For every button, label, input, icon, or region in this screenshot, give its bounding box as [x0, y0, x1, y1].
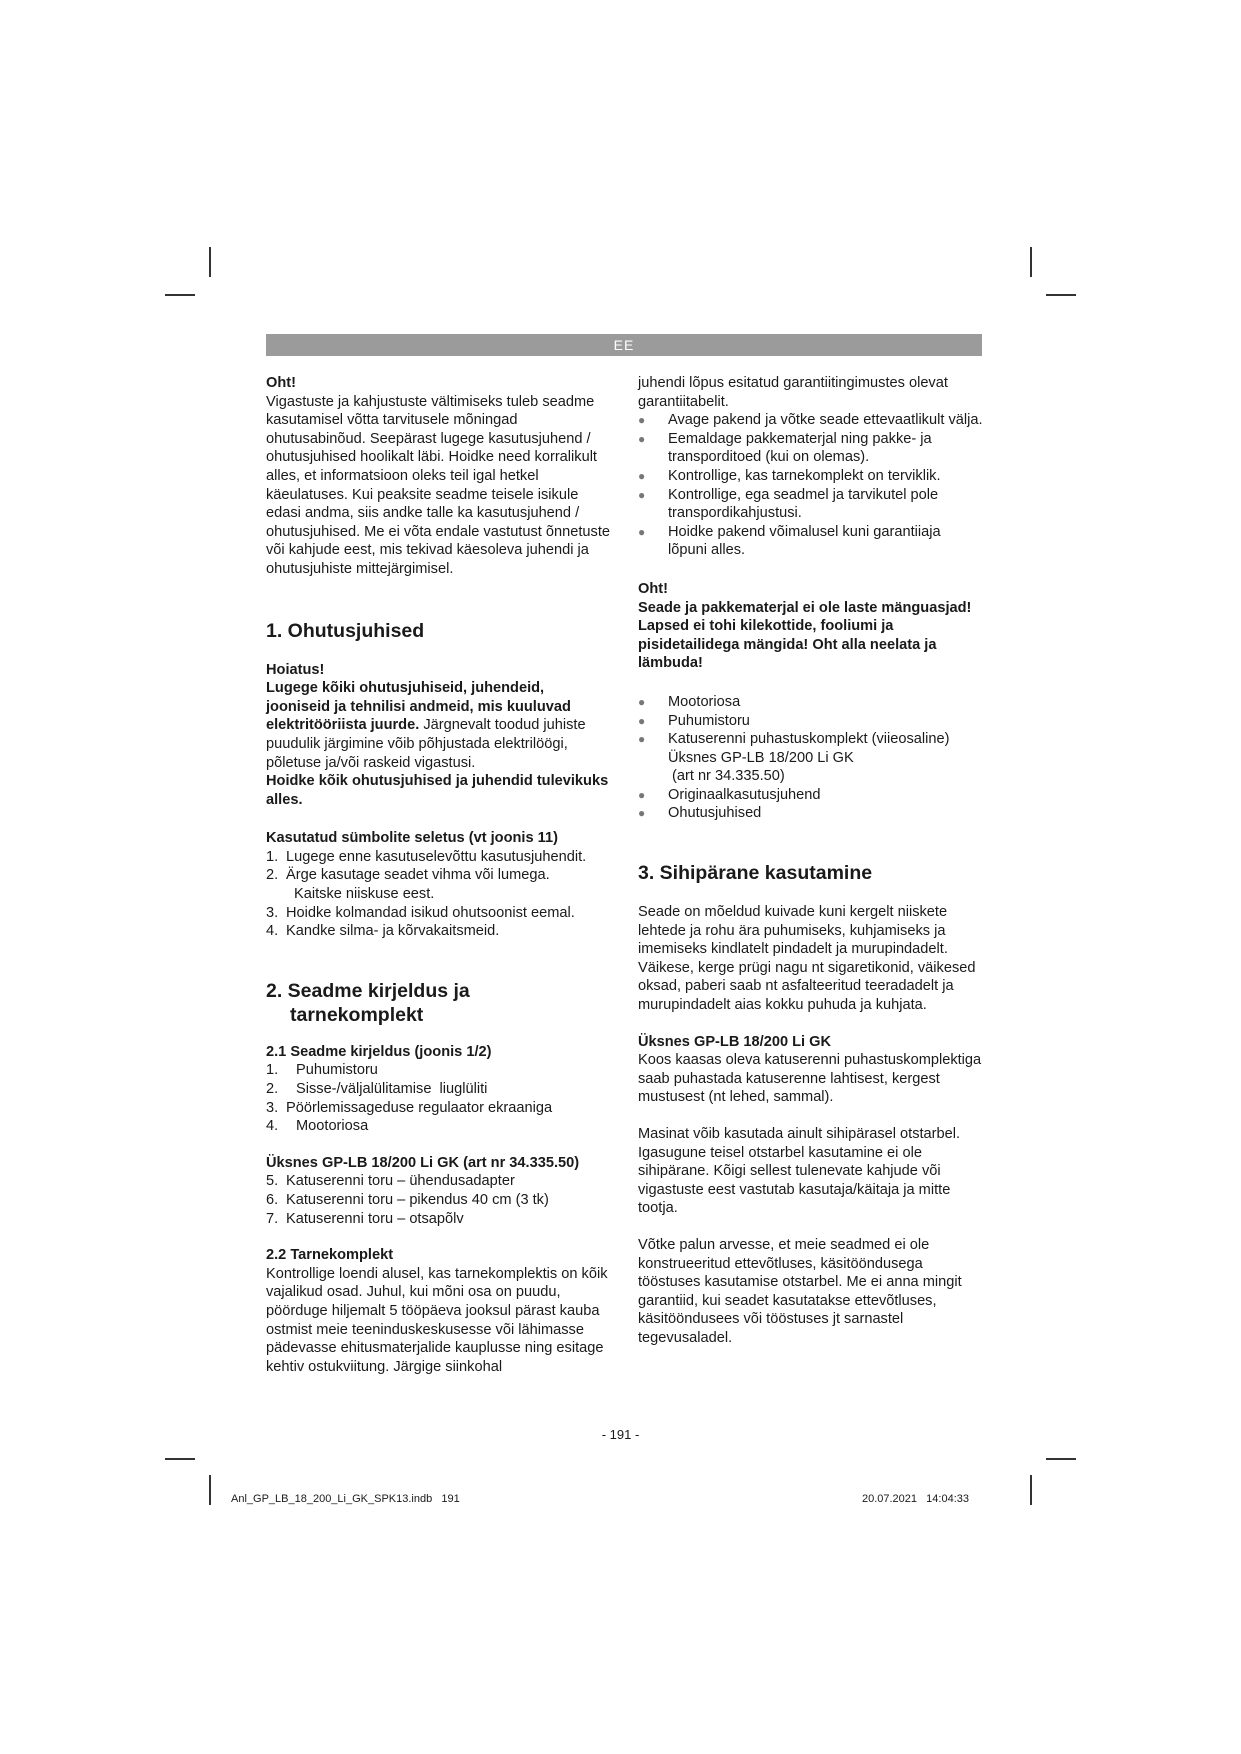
item-number: 4. [266, 1118, 279, 1135]
item-text: Sisse-/väljalülitamise liuglüliti [296, 1081, 488, 1098]
item-text-line: Katuserenni puhastuskomplekt (viieosaline) [668, 731, 950, 748]
section-1-title: 1. Ohutusjuhised [266, 619, 425, 642]
list-item [638, 523, 983, 560]
bullet-icon: ● [638, 468, 646, 483]
warning-text: Järgnevalt toodud juhiste puudulik järgimine võib põhjustada elektrilöögi, põletuse ja/või raskeid vigastusi. [266, 717, 586, 771]
list-item [638, 486, 983, 523]
left-column [266, 374, 611, 1376]
item-number: 1. [266, 1062, 279, 1079]
item-text: Avage pakend ja võtke seade ettevaatlikult välja. [668, 412, 983, 429]
intended-use-text: Seade on mõeldud kuivade kuni kergelt niiskete lehtede ja rohu ära puhumiseks, kuhjamiseks ja imemiseks kindlatelt pindadelt ja murupindadelt. Väikese, kerge prügi nagu nt sigaretikonid, väikesed oksad, paberi saab nt asfalteeritud teeradadelt ja murupindadelt aias kokku puhuda ja kuhjata. [638, 904, 976, 1014]
item-text: Pöörlemissageduse regulaator ekraaniga [286, 1099, 553, 1116]
right-column [638, 374, 983, 1348]
list-item [266, 848, 611, 867]
symbols-title: Kasutatud sümbolite seletus (vt joonis 11) [266, 830, 558, 847]
page-number: - 191 - [601, 1427, 640, 1442]
device-parts-list [266, 1061, 611, 1135]
list-item [266, 922, 611, 941]
purpose-text: Masinat võib kasutada ainult sihipärasel otstarbel. Igasugune teisel otstarbel kasutamine ei ole sihipärane. Kõigi sellest tulenevate kahjude või vigastuste eest vastutab kasutaja/käitaja ja mitte tootja. [638, 1126, 961, 1217]
gutter-kit-text: Koos kaasas oleva katuserenni puhastuskomplektiga saab puhastada katuserenne lahtisest, kergest mustusest (nt lehed, sammal). [638, 1052, 982, 1106]
section-3-title: 3. Sihipärane kasutamine [638, 862, 873, 885]
list-item [266, 1099, 611, 1118]
item-number: 2. [266, 867, 279, 884]
danger-title-2: Oht! [638, 580, 668, 597]
only-model-title: Üksnes GP-LB 18/200 Li GK (art nr 34.335.50) [266, 1154, 580, 1171]
crop-mark [1046, 1458, 1076, 1460]
list-item [638, 411, 983, 430]
warning-title: Hoiatus! [266, 661, 325, 678]
file-name: Anl_GP_LB_18_200_Li_GK_SPK13.indb 191 [231, 1493, 460, 1505]
list-item [638, 804, 983, 823]
continued-text: juhendi lõpus esitatud garantiitingimustes olevat garantiitabelit. [638, 375, 948, 410]
list-item [638, 730, 983, 786]
item-number: 6. [266, 1192, 279, 1208]
item-text: Katuserenni toru – pikendus 40 cm (3 tk) [286, 1192, 549, 1208]
item-number: 2. [266, 1081, 279, 1098]
item-text [668, 730, 950, 786]
warning-keep: Hoidke kõik ohutusjuhised ja juhendid tulevikuks alles. [266, 773, 609, 808]
bullet-icon: ● [638, 806, 646, 821]
item-text: Puhumistoru [668, 712, 750, 729]
crop-mark [209, 1475, 211, 1505]
unpack-list [638, 411, 983, 560]
item-number: 5. [266, 1173, 279, 1190]
bullet-icon: ● [638, 732, 646, 747]
item-text: Kandke silma- ja kõrvakaitsmeid. [286, 923, 500, 940]
gutter-parts-list [266, 1172, 611, 1228]
list-item [638, 693, 983, 712]
danger-text: Vigastuste ja kahjustuste vältimiseks tuleb seadme kasutamisel võtta tarvitusele mõningad ohutusabinõud. Seepärast lugege kasutusjuhend / ohutusjuhised hoolikalt läbi. Hoidke need korralikult alles, et informatsioon oleks teil igal hetkel käeulatuses. Kui peaksite seadme teisele isikule edasi andma, siis andke talle ka kasutusjuhend / ohutusjuhised. Me ei võta endale vastutust õnnetuste või kahjude eest, mis tekivad käesoleva juhendi ja ohutusjuhiste mittejärgimisel. [266, 393, 610, 577]
delivery-text: Kontrollige loendi alusel, kas tarnekomplektis on kõik vajalikud osad. Juhul, kui mõni osa on puudu, pöörduge hiljemalt 5 tööpäeva jooksul pärast kauba ostmist meie teeninduskeskusesse või lähimasse pädevasse ehitusmaterjalide kauplusse ning esitage kehtiv ostukviitung. Järgige siinkohal [266, 1265, 608, 1375]
list-item [266, 1210, 611, 1229]
item-text-line: Üksnes GP-LB 18/200 Li GK [668, 749, 854, 766]
list-item [638, 786, 983, 805]
item-text-line: (art nr 34.335.50) [672, 768, 785, 785]
only-model-title-2: Üksnes GP-LB 18/200 Li GK [638, 1033, 832, 1050]
item-number: 3. [266, 904, 279, 921]
list-item [266, 1191, 611, 1210]
delivery-list [638, 693, 983, 823]
item-text: Puhumistoru [296, 1062, 378, 1079]
item-text: Katuserenni toru – otsapõlv [286, 1210, 464, 1227]
item-text: Kontrollige, kas tarnekomplekt on terviklik. [668, 467, 941, 484]
section-2-title [266, 979, 611, 1027]
bullet-icon: ● [638, 431, 646, 446]
item-text: Katuserenni toru – ühendusadapter [286, 1173, 515, 1190]
list-item [266, 1061, 611, 1080]
section-2-title-line: tarnekomplekt [290, 1003, 424, 1026]
item-number: 1. [266, 848, 279, 865]
list-item [266, 866, 611, 903]
item-text: Eemaldage pakkematerjal ning pakke- ja transporditoed (kui on olemas). [668, 430, 932, 466]
list-item [638, 430, 983, 467]
bullet-icon: ● [638, 713, 646, 728]
item-number: 7. [266, 1210, 279, 1227]
warning-paragraph [266, 679, 611, 772]
list-item [638, 467, 983, 486]
item-text: Lugege enne kasutuselevõttu kasutusjuhendit. [286, 848, 587, 865]
item-number: 4. [266, 923, 279, 940]
section-2-2-title: 2.2 Tarnekomplekt [266, 1247, 394, 1264]
item-text: Originaalkasutusjuhend [668, 786, 821, 803]
list-item [266, 1172, 611, 1191]
item-text [286, 866, 550, 903]
list-item [266, 1117, 611, 1136]
list-item [266, 904, 611, 923]
crop-mark [1030, 247, 1032, 277]
crop-mark [165, 1458, 195, 1460]
section-2-title-line: 2. Seadme kirjeldus ja [266, 979, 470, 1002]
bullet-icon: ● [638, 413, 646, 428]
print-date: 20.07.2021 14:04:33 [861, 1493, 969, 1505]
bullet-icon: ● [638, 524, 646, 539]
crop-mark [1046, 294, 1076, 296]
bullet-icon: ● [638, 694, 646, 709]
danger-text-2: Seade ja pakkematerjal ei ole laste mänguasjad! Lapsed ei tohi kilekottide, fooliumi ja pisidetailidega mängida! Oht alla neelata ja lämbuda! [638, 599, 972, 672]
item-text-line: Kaitske niiskuse eest. [294, 886, 435, 903]
bullet-icon: ● [638, 487, 646, 502]
language-header: EE [266, 334, 982, 356]
list-item [638, 712, 983, 731]
item-text-line: Ärge kasutage seadet vihma või lumega. [286, 867, 550, 884]
item-text: Hoidke pakend võimalusel kuni garantiiaja lõpuni alles. [668, 523, 941, 559]
warning-bold: Lugege kõiki ohutusjuhiseid, juhendeid, jooniseid ja tehnilisi andmeid, mis kuuluvad elektritööriista juurde. [266, 680, 571, 734]
danger-title: Oht! [266, 375, 296, 391]
list-item [266, 1080, 611, 1099]
item-text: Hoidke kolmandad isikud ohutsoonist eemal. [286, 904, 575, 921]
item-text: Mootoriosa [296, 1118, 369, 1135]
bullet-icon: ● [638, 787, 646, 802]
item-number: 3. [266, 1099, 279, 1116]
section-2-1-title: 2.1 Seadme kirjeldus (joonis 1/2) [266, 1043, 492, 1060]
item-text: Ohutusjuhised [668, 805, 762, 822]
item-text: Mootoriosa [668, 693, 741, 710]
commercial-use-text: Võtke palun arvesse, et meie seadmed ei ole konstrueeritud ettevõtluses, käsitööndusega tööstuses kasutamise otstarbel. Me ei anna mingit garantiid, kui seadet kasutatakse ettevõtluses, käsitööndusees või tööstuses jt sarnastel tegevusaladel. [638, 1236, 962, 1346]
crop-mark [1030, 1475, 1032, 1505]
item-text: Kontrollige, ega seadmel ja tarvikutel pole transpordikahjustusi. [668, 486, 939, 522]
symbols-list [266, 848, 611, 941]
crop-mark [165, 294, 195, 296]
crop-mark [209, 247, 211, 277]
